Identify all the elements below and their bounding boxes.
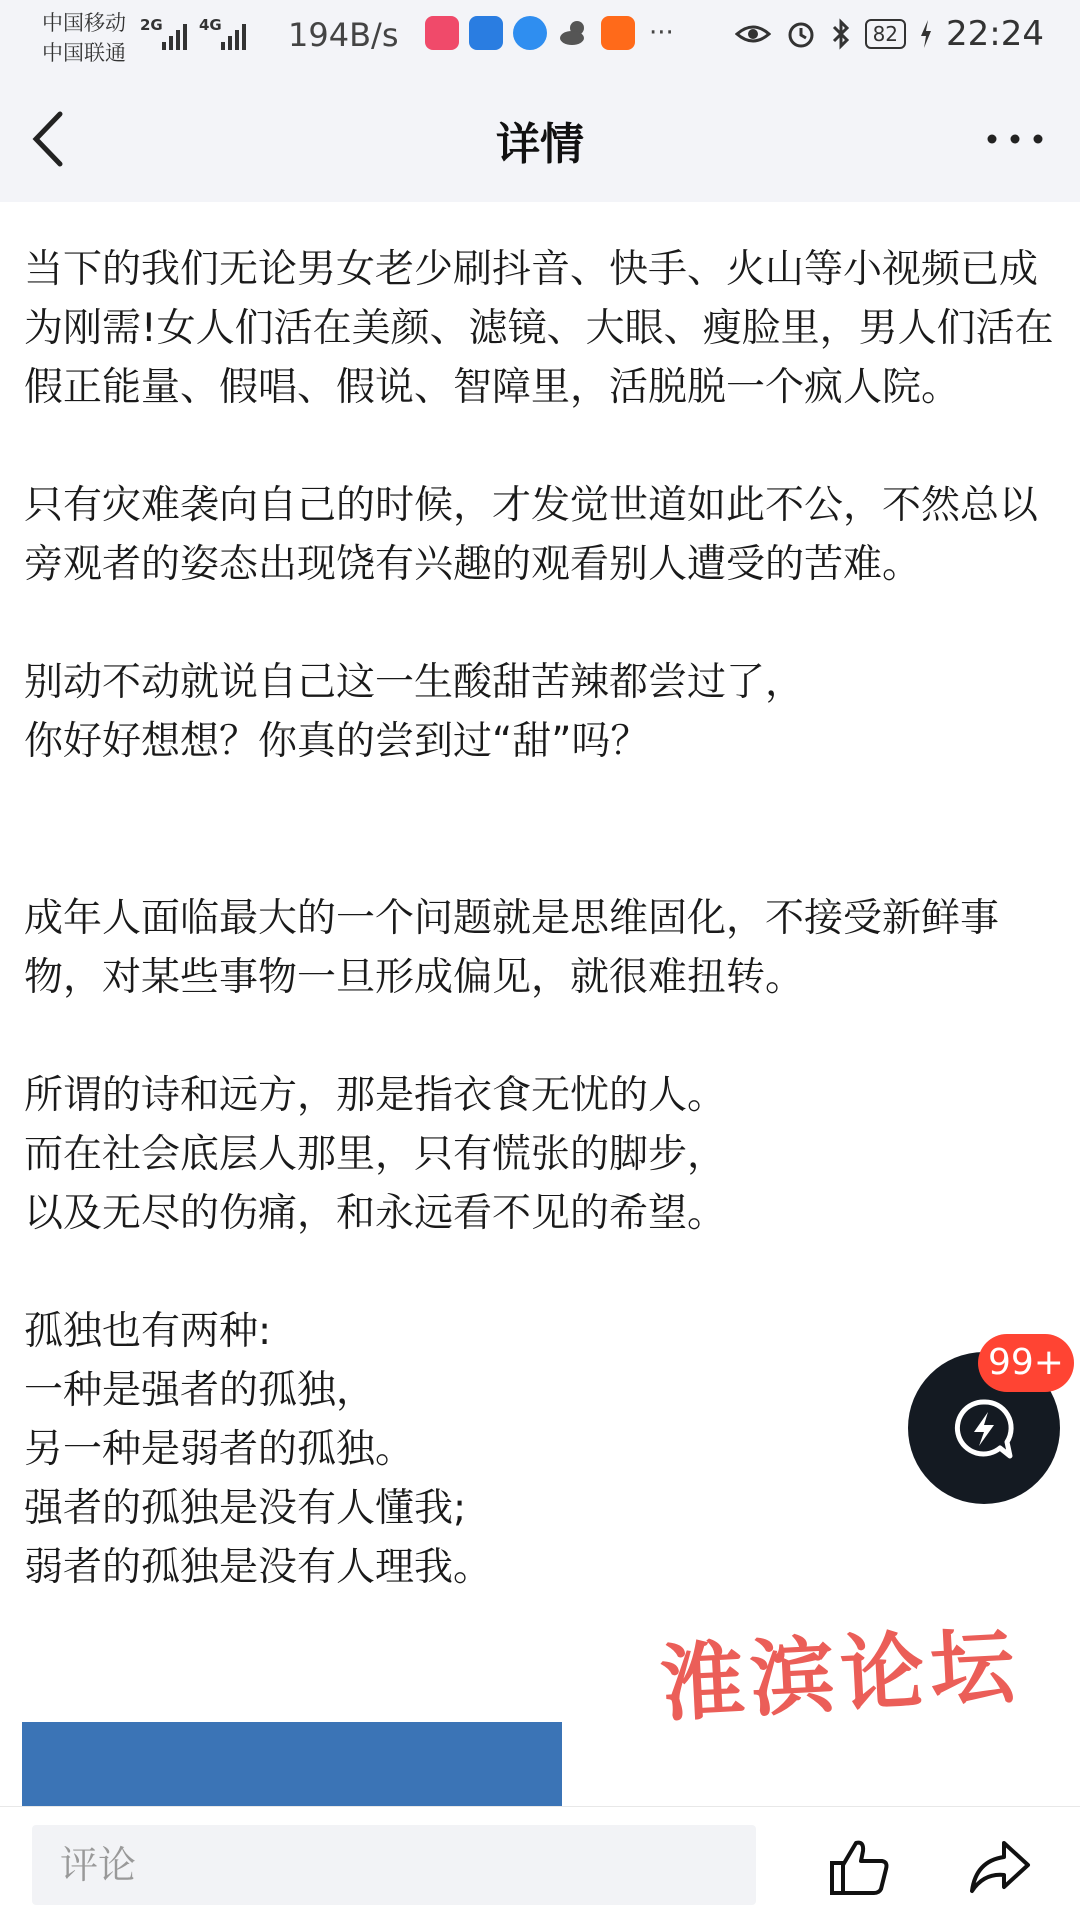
signal-icon	[140, 14, 187, 50]
bluetooth-icon	[831, 18, 851, 50]
network-type-1: 2G	[140, 16, 163, 34]
eye-icon	[735, 22, 771, 46]
like-button[interactable]	[828, 1835, 892, 1899]
k-app-icon	[513, 16, 547, 50]
paragraph-line: 弱者的孤独是没有人理我。	[24, 1545, 493, 1590]
weather-icon	[557, 16, 591, 50]
carrier-1: 中国移动	[42, 11, 126, 35]
status-bar	[0, 0, 1080, 80]
paragraph-line: 别动不动就说自己这一生酸甜苦辣都尝过了，	[24, 660, 805, 705]
charging-icon	[920, 20, 932, 48]
paragraph-line: 另一种是弱者的孤独。	[24, 1427, 415, 1472]
paragraph-line: 孤独也有两种:	[24, 1309, 272, 1354]
battery-level: 82	[865, 19, 906, 49]
clock: 22:24	[946, 14, 1044, 54]
top-nav	[0, 80, 1080, 202]
bottom-bar	[0, 1806, 1080, 1920]
paragraph-line: 所谓的诗和远方，那是指衣食无忧的人。	[24, 1073, 727, 1118]
system-status	[735, 14, 1044, 54]
more-horizontal-icon	[980, 114, 1050, 164]
paragraph-line: 而在社会底层人那里，只有慌张的脚步，	[24, 1132, 727, 1177]
more-notifications: ···	[649, 18, 674, 48]
paragraph-2: 只有灾难袭向自己的时候，才发觉世道如此不公，不然总以旁观者的姿态出现饶有兴趣的观看别人遭受的苦难。	[24, 483, 1039, 587]
paragraph-4: 成年人面临最大的一个问题就是思维固化，不接受新鲜事物，对某些事物一旦形成偏见，就很难扭转。	[24, 896, 1000, 1000]
comment-count-badge: 99+	[978, 1334, 1074, 1392]
paragraph-line: 你好好想想？你真的尝到过“甜”吗？	[24, 719, 650, 764]
paragraph-3	[24, 653, 1064, 771]
thumbs-up-icon	[828, 1835, 892, 1899]
signal-icons	[140, 14, 246, 50]
taobao-app-icon	[601, 16, 635, 50]
paragraph-line: 以及无尽的伤痛，和永远看不见的希望。	[24, 1191, 727, 1236]
paragraph-line: 一种是强者的孤独，	[24, 1368, 376, 1413]
comment-input[interactable]: 评论	[32, 1825, 756, 1905]
alarm-icon	[785, 18, 817, 50]
paragraph-1: 当下的我们无论男女老少刷抖音、快手、火山等小视频已成为刚需!女人们活在美颜、滤镜、大眼、瘦脸里，男人们活在假正能量、假唱、假说、智障里，活脱脱一个疯人院。	[24, 247, 1054, 410]
network-type-2: 4G	[199, 16, 222, 34]
share-arrow-icon	[968, 1837, 1032, 1897]
video-app-icon	[425, 16, 459, 50]
paragraph-5	[24, 1066, 1064, 1243]
signal-icon	[199, 14, 246, 50]
carrier-labels	[42, 8, 126, 68]
paragraph-line: 强者的孤独是没有人懂我;	[24, 1486, 467, 1531]
network-speed: 194B/s	[288, 16, 399, 54]
more-menu-button[interactable]	[980, 114, 1050, 164]
carrier-2: 中国联通	[42, 41, 126, 65]
notification-icons	[425, 16, 674, 50]
share-button[interactable]	[968, 1837, 1032, 1897]
page-title: 详情	[496, 119, 584, 170]
shield-app-icon	[469, 16, 503, 50]
watermark: 淮滨论坛	[657, 1615, 1023, 1734]
